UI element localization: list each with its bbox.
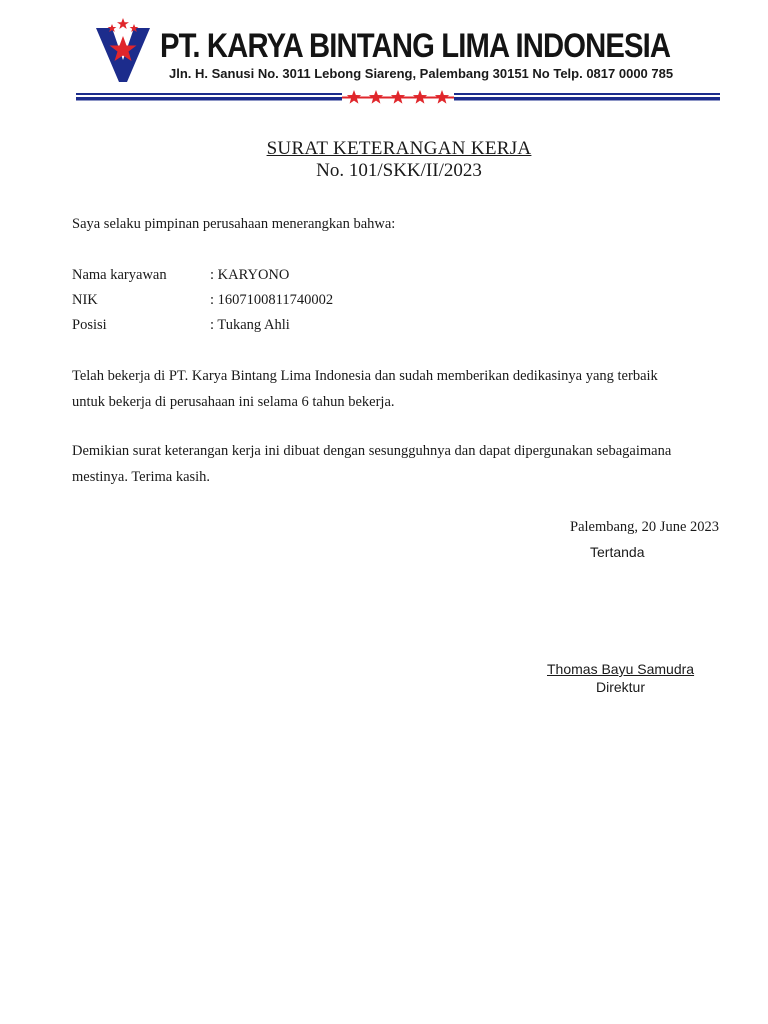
place-date: Palembang, 20 June 2023 — [570, 519, 720, 535]
paragraph1-line2: untuk bekerja di perusahaan ini selama 6 tahun bekerja. — [72, 394, 395, 410]
field-label-position: Posisi — [72, 317, 107, 333]
company-name: PT. KARYA BINTANG LIMA INDONESIA — [160, 27, 671, 65]
field-label-nik: NIK — [72, 292, 98, 308]
signer-position: Direktur — [596, 679, 646, 695]
header-divider — [76, 88, 720, 106]
letter-title: SURAT KETERANGAN KERJA — [266, 138, 532, 159]
paragraph2-line1: Demikian surat keterangan kerja ini dibuat dengan sesungguhnya dan dapat dipergunakan sebagaimana — [72, 443, 672, 459]
intro-text: Saya selaku pimpinan perusahaan menerangkan bahwa: — [72, 216, 396, 232]
field-value-position: : Tukang Ahli — [210, 317, 290, 333]
letter-number: No. 101/SKK/II/2023 — [316, 160, 482, 181]
paragraph1-line1: Telah bekerja di PT. Karya Bintang Lima Indonesia dan sudah memberikan dedikasinya yang terbaik — [72, 368, 658, 384]
field-label-name: Nama karyawan — [72, 267, 167, 283]
company-address: Jln. H. Sanusi No. 3011 Lebong Siareng, Palembang 30151 No Telp. 0817 0000 785 — [169, 66, 674, 81]
field-value-name: : KARYONO — [210, 267, 290, 283]
signer-name: Thomas Bayu Samudra — [547, 661, 695, 677]
signed-label: Tertanda — [590, 544, 645, 560]
company-logo — [94, 16, 152, 86]
field-value-nik: : 1607100811740002 — [210, 292, 334, 308]
paragraph2-line2: mestinya. Terima kasih. — [72, 469, 211, 485]
